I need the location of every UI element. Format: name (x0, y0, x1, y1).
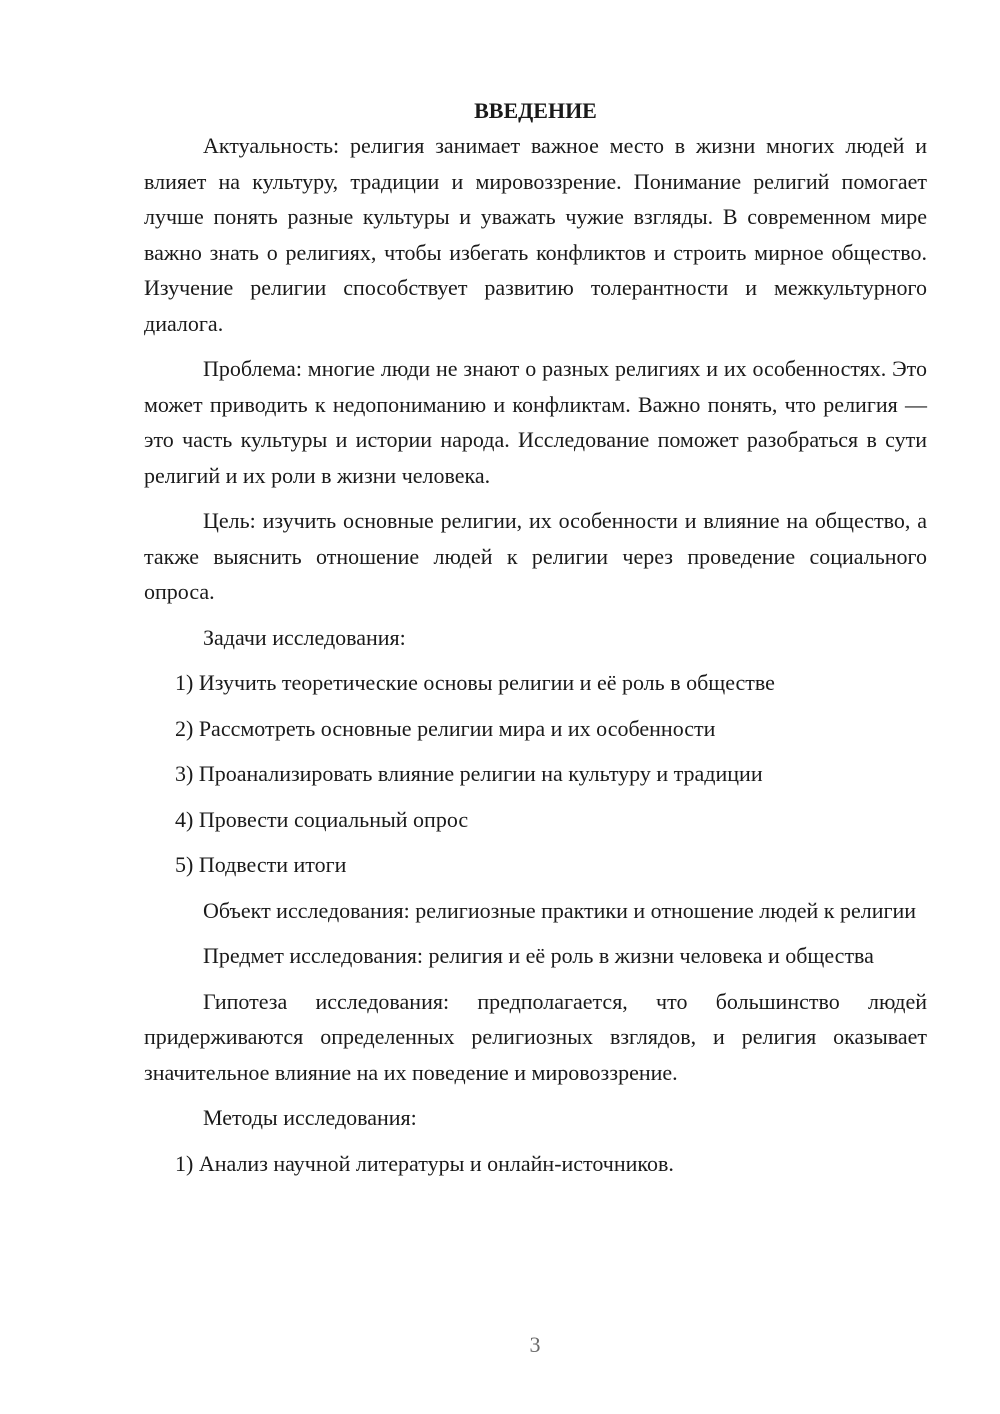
task-item: 4) Провести социальный опрос (175, 806, 469, 832)
paragraph-subject: Предмет исследования: религия и её роль в жизни человека и общества (203, 943, 874, 968)
paragraph-relevance: Актуальность: религия занимает важное место в жизни многих людей и влияет на культуру, традиции и мировоззрение. Понимание религий помогает лучше понять разные культуры и уважать чужие взгляды. В современном мире важно знать о религиях, чтобы избегать конфликтов и строить мирное общество. Изучение религии способствует развитию толерантности и межкультурного диалога. (144, 133, 927, 336)
paragraph-goal: Цель: изучить основные религии, их особенности и влияние на общество, а также выяснить отношение людей к религии через проведение социального опроса. (144, 508, 927, 604)
page-title: ВВЕДЕНИЕ (474, 98, 597, 123)
task-item: 2) Рассмотреть основные религии мира и их особенности (175, 715, 716, 741)
page-number: 3 (529, 1332, 541, 1357)
tasks-heading: Задачи исследования: (203, 624, 406, 650)
task-item: 3) Проанализировать влияние религии на культуру и традиции (175, 761, 763, 786)
paragraph-problem: Проблема: многие люди не знают о разных религиях и их особенностях. Это может приводить к недопониманию и конфликтам. Важно понять, что религия — это часть культуры и истории народа. Исследование поможет разобраться в сути религий и их роли в жизни человека. (144, 356, 927, 488)
methods-heading: Методы исследования: (203, 1105, 417, 1130)
document-page (144, 96, 927, 1191)
task-item: 5) Подвести итоги (175, 852, 347, 877)
paragraph-object: Объект исследования: религиозные практики и отношение людей к религии (203, 897, 917, 923)
paragraph-hypothesis: Гипотеза исследования: предполагается, что большинство людей придерживаются определенных религиозных взглядов, и религия оказывает значительное влияние на их поведение и мировоззрение. (144, 988, 927, 1085)
method-item: 1) Анализ научной литературы и онлайн-источников. (175, 1150, 674, 1176)
task-item: 1) Изучить теоретические основы религии и её роль в обществе (175, 670, 775, 695)
